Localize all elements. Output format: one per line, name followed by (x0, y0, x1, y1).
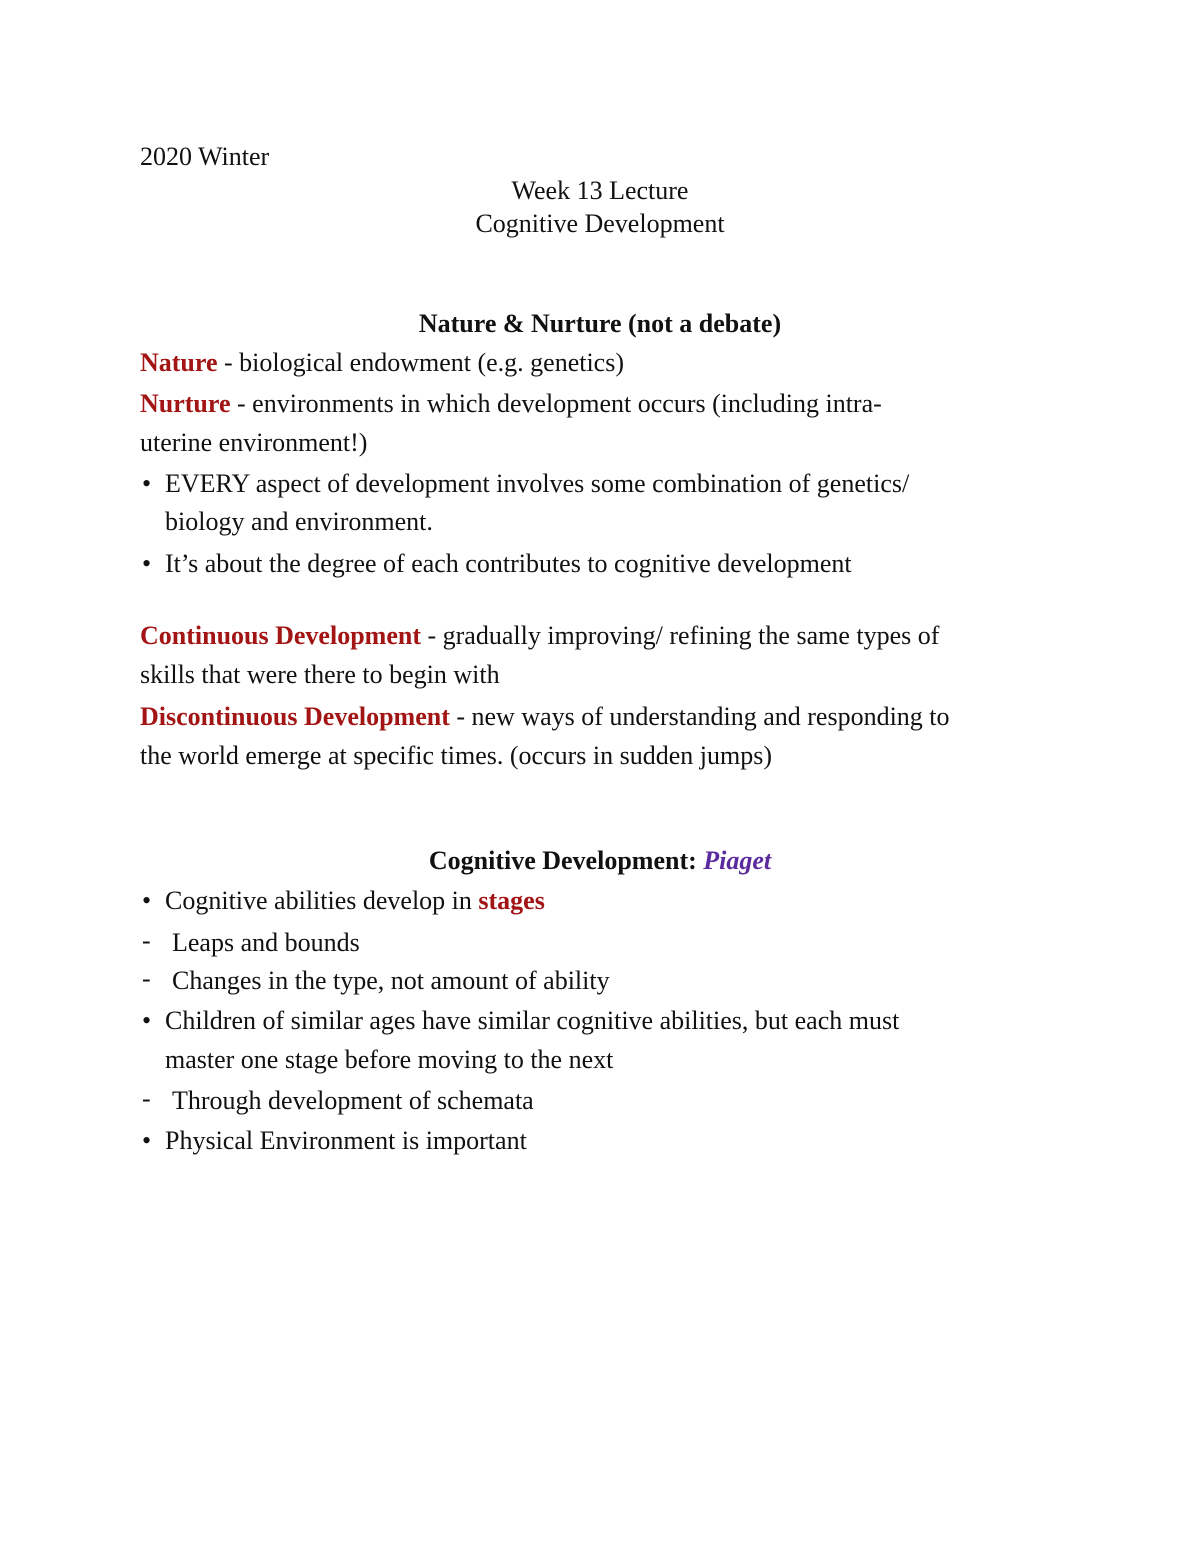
lecture-title: Week 13 Lecture (511, 176, 689, 205)
bullet-icon: • (142, 469, 152, 498)
dash-icon: - (142, 964, 151, 993)
bullet-1-line-2: biology and environment. (165, 507, 433, 536)
nurture-definition (140, 389, 882, 419)
dash-icon: - (142, 926, 151, 955)
similar-ages-line-2: master one stage before moving to the next (165, 1045, 614, 1074)
discontinuous-definition (140, 702, 950, 732)
nature-def-text: - biological endowment (e.g. genetics) (217, 348, 624, 377)
bullet-icon: • (142, 549, 152, 578)
stages-term: stages (478, 886, 545, 915)
dash-item-2: Changes in the type, not amount of ability (172, 966, 610, 995)
continuous-definition (140, 621, 939, 651)
bullet-icon: • (142, 1006, 152, 1035)
similar-ages-line-1: Children of similar ages have similar cognitive abilities, but each must (165, 1006, 900, 1035)
continuous-term: Continuous Development (140, 621, 421, 650)
term-label: 2020 Winter (140, 142, 270, 171)
discontinuous-term: Discontinuous Development (140, 702, 450, 731)
dash-icon: - (142, 1084, 151, 1113)
nurture-def-text-2: uterine environment!) (140, 428, 368, 457)
discontinuous-def-text-1: - new ways of understanding and responding to (449, 702, 950, 731)
piaget-heading (0, 846, 1200, 876)
nature-nurture-heading: Nature & Nurture (not a debate) (418, 309, 782, 338)
nurture-def-text-1: - environments in which development occurs (including intra- (230, 389, 882, 418)
topic-title: Cognitive Development (475, 209, 725, 238)
piaget-name: Piaget (703, 846, 772, 875)
bullet-1-line-1: EVERY aspect of development involves some combination of genetics/ (165, 469, 910, 498)
nature-term: Nature (140, 348, 218, 377)
piaget-heading-prefix: Cognitive Development: (428, 846, 704, 875)
nature-definition (140, 348, 624, 378)
nurture-term: Nurture (140, 389, 231, 418)
bullet-2-line-1: It’s about the degree of each contributes to cognitive development (165, 549, 852, 578)
continuous-def-text-2: skills that were there to begin with (140, 660, 500, 689)
stages-item-text: Cognitive abilities develop in (165, 886, 479, 915)
continuous-def-text-1: - gradually improving/ refining the same types of (420, 621, 940, 650)
dash-item-1: Leaps and bounds (172, 928, 360, 957)
stages-item (165, 886, 545, 916)
bullet-icon: • (142, 1126, 152, 1155)
dash-item-3: Through development of schemata (172, 1086, 534, 1115)
bullet-icon: • (142, 886, 152, 915)
physical-environment-item: Physical Environment is important (165, 1126, 527, 1155)
discontinuous-def-text-2: the world emerge at specific times. (occurs in sudden jumps) (140, 741, 773, 770)
